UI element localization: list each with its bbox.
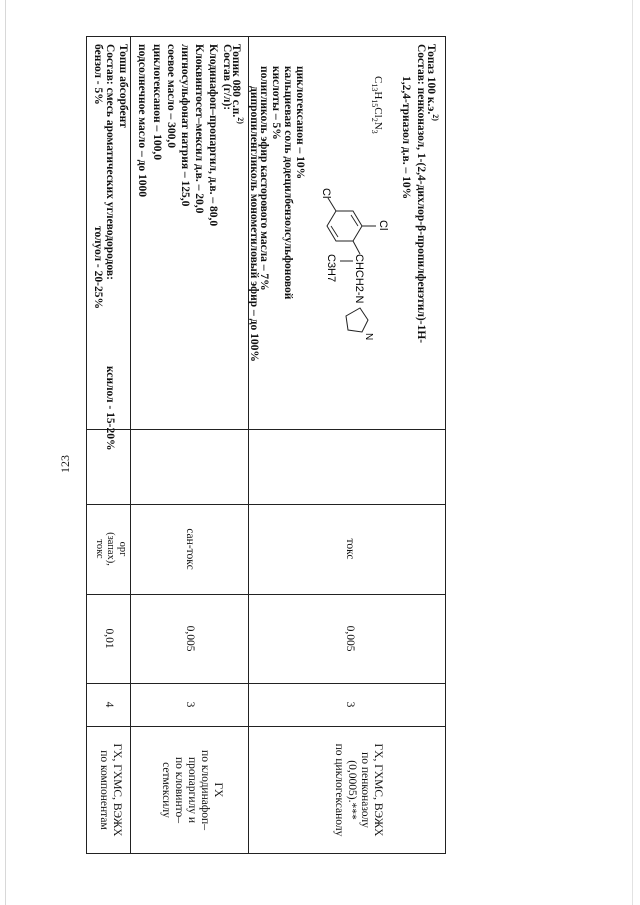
row3-hazard: орг (запах), токс — [94, 532, 128, 566]
row3-line: ксилол - 15-20% — [104, 366, 116, 451]
col-divider-1 — [86, 429, 446, 430]
row2-title: Топик 080 с.п.$^{2)}$ — [230, 44, 245, 124]
row1-ingredient: кальциевая соль додецилбензолсульфоновой — [282, 66, 294, 300]
col-divider-3 — [86, 594, 446, 595]
row2-line: соевое масло – 300,0 — [165, 44, 177, 149]
page-edge-right — [632, 0, 633, 905]
row3-line: бензол - 5% — [92, 44, 104, 105]
row1-formula: $C_{13}H_{15}Cl_2N_3$ — [369, 76, 384, 134]
row2-value: 0,005 — [184, 625, 196, 652]
row1-ingredient: полигликоль эфир касторового масла – 7% — [258, 66, 270, 291]
chemical-structure — [303, 186, 398, 366]
structure-cl-left: Cl — [320, 188, 332, 199]
row2-line: Клоквинтосет–мексил д.в. – 20,0 — [193, 44, 205, 214]
row2-line: циклогексанон – 100,0 — [151, 44, 163, 160]
row1-ingredient: циклогексанон – 10% — [294, 66, 306, 180]
structure-propyl: C3H7 — [325, 254, 337, 283]
row3-class: 4 — [103, 701, 115, 708]
row1-ingredient: дипропиленгликоль монометиловый эфир – до 100% — [248, 86, 260, 362]
col-divider-2 — [86, 504, 446, 505]
row1-hazard: токс — [344, 538, 356, 560]
row1-class: 3 — [344, 701, 356, 708]
structure-cl-top: Cl — [377, 220, 389, 231]
row-divider-2 — [130, 36, 131, 854]
row3-value: 0,01 — [103, 628, 115, 649]
row2-line: лигносульфонат натрия – 125,0 — [179, 44, 191, 207]
row2-line: Состав (г/л): — [221, 44, 233, 111]
row2-class: 3 — [184, 701, 196, 708]
col-divider-4 — [86, 683, 446, 684]
row1-composition-line: Состав: пенконазол, 1-(2,4-дихлор-β-пропилфенэтил)-1Н- — [415, 44, 427, 344]
row1-title: Топаз 100 к.э.$^{2)}$ — [425, 44, 440, 121]
row1-composition-line: 1,2,4-триазол д.в. – 10% — [400, 76, 412, 200]
page-number: 123 — [58, 455, 72, 473]
row1-value: 0,005 — [344, 625, 356, 652]
page-edge-left — [5, 0, 6, 905]
col-divider-5 — [86, 726, 446, 727]
row2-line: Клодинафоп–пропаргил, д.в. – 80,0 — [207, 44, 219, 227]
rotated-table — [86, 36, 446, 854]
row3-title: Топш абсорбент — [117, 44, 129, 128]
structure-n: N — [363, 333, 374, 341]
row2-method: ГХ по клодинафоп– пропаргилу и по кловинто– сетмексилу — [160, 750, 224, 830]
row3-method: ГХ, ГХМС, ВЭЖХ по компонентам — [98, 743, 123, 837]
structure-chain: CHCH2-N — [353, 254, 365, 304]
row2-line: подсолнечное масло – до 1000 — [136, 44, 148, 198]
row1-ingredient: кислоты – 5% — [270, 66, 282, 140]
row2-hazard: сан-токс — [184, 528, 196, 570]
row1-method: ГХ, ГХМС, ВЭЖХ по пенконазолу (0,0005).*** по циклогексанолу — [333, 743, 384, 837]
row3-line: Состав: смесь ароматических углеводородов: — [104, 44, 116, 280]
row3-line: толуол - 20-25% — [92, 226, 104, 309]
